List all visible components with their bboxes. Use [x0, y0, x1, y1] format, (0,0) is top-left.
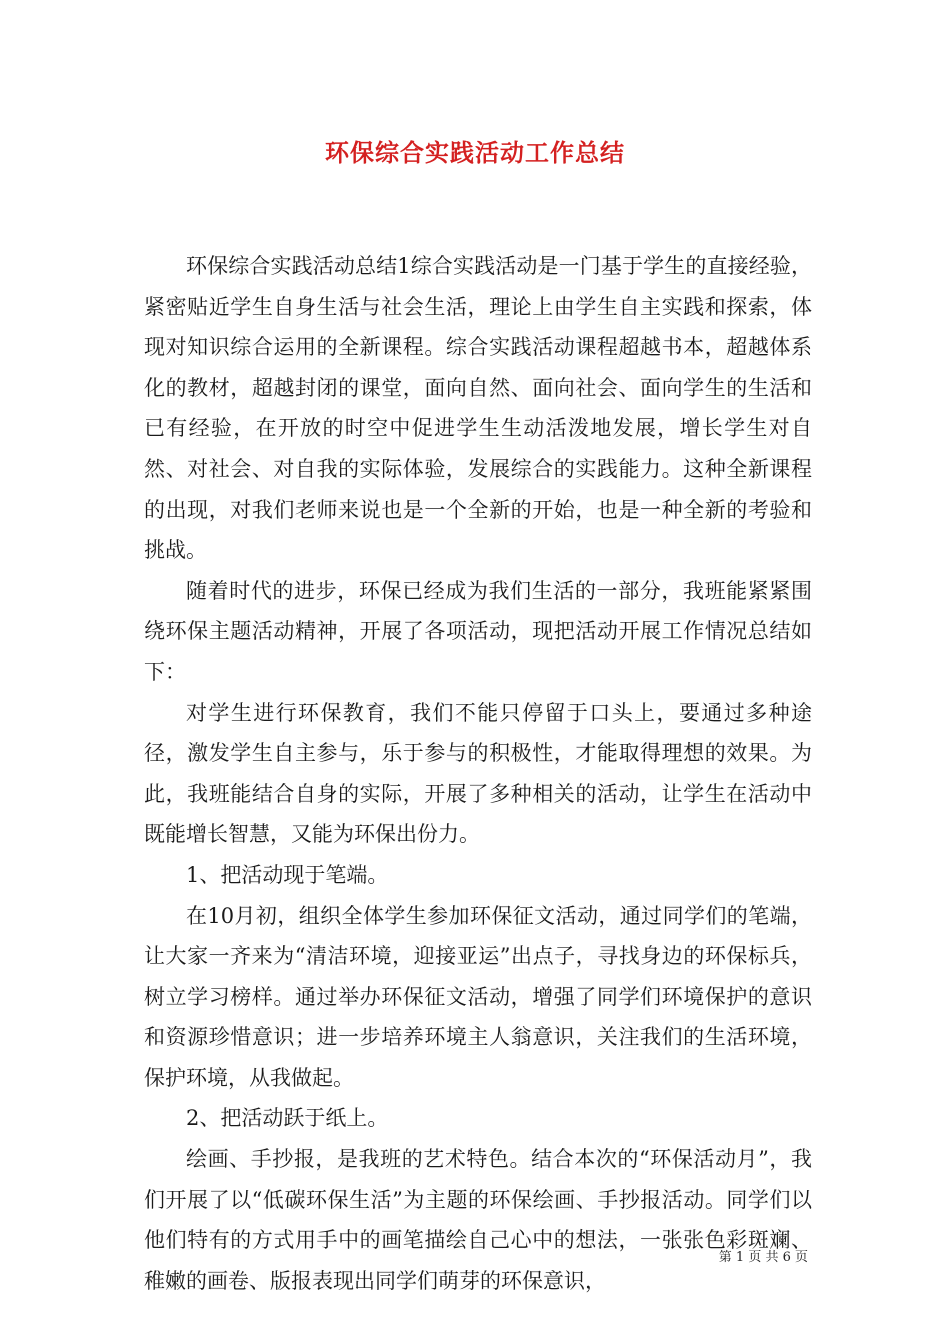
document-title: 环保综合实践活动工作总结 [325, 138, 625, 167]
page-number-footer: 第 1 页 共 6 页 [718, 1250, 808, 1265]
document-body [144, 246, 812, 1301]
paragraph-drawing-activity: 绘画、手抄报，是我班的艺术特色。结合本次的“环保活动月”，我们开展了以“低碳环保生活”为主题的环保绘画、手抄报活动。同学们以他们特有的方式用手中的画笔描绘自己心中的想法，一张张色彩斑斓、稚嫩的画卷、版报表现出同学们萌芽的环保意识， [144, 1147, 812, 1293]
paragraph-essay-activity: 在10月初，组织全体学生参加环保征文活动，通过同学们的笔端，让大家一齐来为“清洁环境，迎接亚运”出点子，寻找身边的环保标兵，树立学习榜样。通过举办环保征文活动，增强了同学们环境保护的意识和资源珍惜意识；进一步培养环境主人翁意识，关注我们的生活环境，保护环境，从我做起。 [144, 903, 812, 1090]
paragraph-intro: 环保综合实践活动总结1综合实践活动是一门基于学生的直接经验，紧密贴近学生自身生活与社会生活，理论上由学生自主实践和探索，体现对知识综合运用的全新课程。综合实践活动课程超越书本，超越体系化的教材，超越封闭的课堂，面向自然、面向社会、面向学生的生活和已有经验，在开放的时空中促进学生生动活泼地发展，增长学生对自然、对社会、对自我的实际体验，发展综合的实践能力。这种全新课程的出现，对我们老师来说也是一个全新的开始，也是一种全新的考验和挑战。 [144, 254, 812, 563]
paragraph-overview: 随着时代的进步，环保已经成为我们生活的一部分，我班能紧紧围绕环保主题活动精神，开展了各项活动，现把活动开展工作情况总结如下： [144, 578, 812, 684]
heading-activity-2: 2、把活动跃于纸上。 [186, 1106, 389, 1131]
heading-activity-1: 1、把活动现于笔端。 [186, 862, 389, 887]
paragraph-education: 对学生进行环保教育，我们不能只停留于口头上，要通过多种途径，激发学生自主参与，乐于参与的积极性，才能取得理想的效果。为此，我班能结合自身的实际，开展了多种相关的活动，让学生在活动中既能增长智慧，又能为环保出份力。 [144, 700, 812, 847]
